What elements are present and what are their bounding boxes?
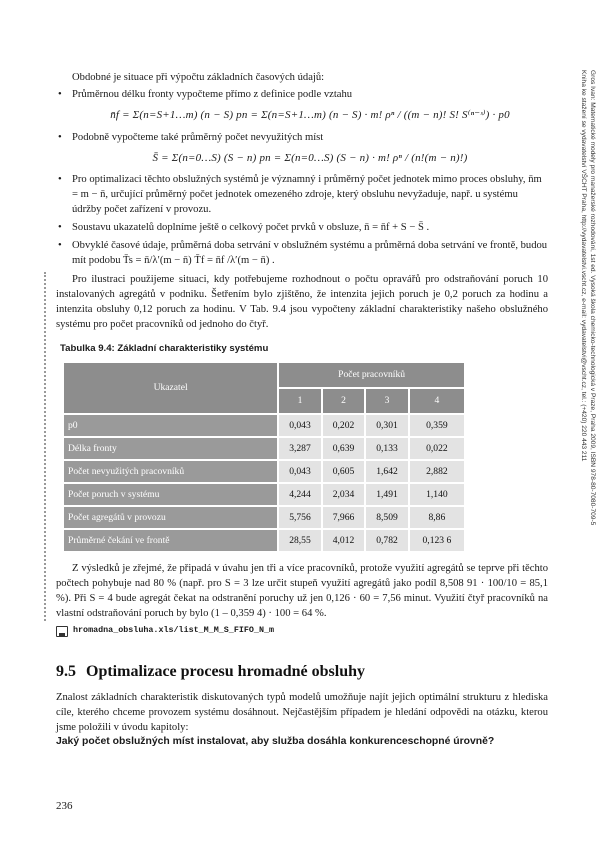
column-header: 3 <box>366 389 408 413</box>
bullet-idle-places <box>56 130 548 167</box>
cell-value: 0,043 <box>279 415 321 436</box>
bullet-queue-length <box>56 87 548 124</box>
bullet-total-elements-text: Soustavu ukazatelů doplníme ještě o celkový počet prvků v obsluze, n̄ = n̄f + S − S̄ . <box>72 222 430 234</box>
bullet-total-elements <box>56 220 548 235</box>
row-label: Počet agregátů v provozu <box>64 507 277 528</box>
cell-value: 4,244 <box>279 484 321 505</box>
bullet-time-values <box>56 238 548 268</box>
table-row <box>64 530 464 551</box>
results-paragraph: Z výsledků je zřejmé, že připadá v úvahu jen tři a více pracovníků, protože využití agregátů se teprve při těchto počtech pohybuje nad 80 % (např. pro S = 3 lze určit stupeň využití agregátů jako podíl 8,508 91 · 100/10 = 85,1 %). Při S = 4 bude agregát čekat na odstranění poruchy už jen 0,126 · 60 = 7,56 minut. Využití čtyř pracovníků na vlastní odstraňování poruch by bylo (1 – 0,359 4) · 100 = 64 %. <box>56 563 548 620</box>
cell-value: 0,123 6 <box>410 530 464 551</box>
cell-value: 28,55 <box>279 530 321 551</box>
cell-value: 0,022 <box>410 438 464 459</box>
main-content <box>56 70 548 750</box>
disk-icon <box>56 626 68 637</box>
bullet-idle-places-text: Podobně vypočteme také průměrný počet nevyužitých míst <box>72 131 324 143</box>
cell-value: 0,605 <box>323 461 365 482</box>
cell-value: 0,782 <box>366 530 408 551</box>
indicator-header: Ukazatel <box>64 363 277 413</box>
copyright-sidenote <box>556 70 596 630</box>
section-question: Jaký počet obslužných míst instalovat, aby služba dosáhla konkurenceschopné úrovně? <box>56 736 495 748</box>
example-block <box>44 272 548 622</box>
column-header: 4 <box>410 389 464 413</box>
row-label: Počet nevyužitých pracovníků <box>64 461 277 482</box>
section-number: 9.5 <box>56 663 76 681</box>
sidenote-line-2: Kniha ke stažení se vydavatelství VŠCHT Praha, http://vydavatelstvi.vscht.cz, e-mail: vydavatelstvi@vscht.cz, tel.: (+420) 220 443 211 <box>580 70 588 462</box>
example-paragraph: Pro ilustraci použijeme situaci, kdy potřebujeme rozhodnout o počtu opravářů pro odstraňování poruch 10 instalovaných agregátů v podniku. Šetřením bylo zjištěno, že intenzita jejich poruch je 0,2 poruch za hodinu a intenzita obsluhy 0,12 poruch za hodinu. V Tab. 9.4 jsou vypočteny základní charakteristiky našeho obslužného systému pro počet pracovníků od jednoho do čtyř. <box>56 273 548 330</box>
cell-value: 7,966 <box>323 507 365 528</box>
cell-value: 1,140 <box>410 484 464 505</box>
sidenote-line-1: Gros Ivan: Matematické modely pro manažerské rozhodování, 1st ed. Vysoká škola chemicko-technologická v Praze, Praha 2009, ISBN 978-80-7080-709-5 <box>589 70 596 526</box>
row-label: Počet poruch v systému <box>64 484 277 505</box>
cell-value: 8,509 <box>366 507 408 528</box>
file-reference[interactable] <box>56 625 548 637</box>
cell-value: 2,882 <box>410 461 464 482</box>
bullet-units-outside <box>56 172 548 217</box>
cell-value: 0,202 <box>323 415 365 436</box>
cell-value: 0,133 <box>366 438 408 459</box>
cell-value: 1,491 <box>366 484 408 505</box>
row-label: p0 <box>64 415 277 436</box>
cell-value: 8,86 <box>410 507 464 528</box>
column-header: 2 <box>323 389 365 413</box>
cell-value: 0,301 <box>366 415 408 436</box>
bullet-time-values-text: Obvyklé časové údaje, průměrná doba setrvání v obslužném systému a průměrná doba setrvání ve frontě, budou mít podobu T̄s = n̄/λ′(m − n̄) T̄f = n̄f /λ′(m − n̄) . <box>72 240 548 267</box>
formula-queue-length: n̄f = Σ(n=S+1…m) (n − S) pn = Σ(n=S+1…m) (n − S) · m! ρⁿ / ((m − n)! S! S⁽ⁿ⁻ˢ⁾) · p0 <box>110 109 510 122</box>
bullet-list <box>56 87 548 268</box>
cell-value: 0,359 <box>410 415 464 436</box>
row-label: Průměrné čekání ve frontě <box>64 530 277 551</box>
section-title: Optimalizace procesu hromadné obsluhy <box>86 663 365 681</box>
section-heading <box>56 661 548 684</box>
cell-value: 0,043 <box>279 461 321 482</box>
intro-text: Obdobné je situace při výpočtu základních časových údajů: <box>72 72 325 83</box>
cell-value: 0,639 <box>323 438 365 459</box>
section-body: Znalost základních charakteristik diskutovaných typů modelů umožňuje najít jejich optimální strukturu z hlediska cíle, kterého chceme provozem systému dosáhnout. Nejčastějším případem je hledání odpovědi na otázku, kterou jsme položili v úvodu kapitoly: <box>56 692 548 734</box>
bullet-queue-length-text: Průměrnou délku fronty vypočteme přímo z definice podle vztahu <box>72 89 353 101</box>
cell-value: 2,034 <box>323 484 365 505</box>
table-row <box>64 507 464 528</box>
cell-value: 5,756 <box>279 507 321 528</box>
page-number: 236 <box>56 800 73 812</box>
table-row <box>64 438 464 459</box>
formula-idle-places: S̄ = Σ(n=0…S) (S − n) pn = Σ(n=0…S) (S − n) · m! ρⁿ / (n!(m − n)!) <box>152 151 468 164</box>
cell-value: 3,287 <box>279 438 321 459</box>
file-reference-text: hromadna_obsluha.xls/list_M_M_S_FIFO_N_m <box>73 625 275 636</box>
table-title: Tabulka 9.4: Základní charakteristiky systému <box>60 342 269 354</box>
workers-group-header: Počet pracovníků <box>279 363 464 387</box>
table-row <box>64 461 464 482</box>
table-header-row <box>64 363 464 387</box>
table-row <box>64 484 464 505</box>
cell-value: 4,012 <box>323 530 365 551</box>
characteristics-table <box>62 361 466 553</box>
bullet-units-outside-text: Pro optimalizaci těchto obslužných systémů je významný i průměrný počet jednotek mimo proces obsluhy, n̄m = m − n̄, určující průměrný počet jednotek omezeného zdroje, který obsluhu nevyžaduje, např. u systému údržby počet zařízení v provozu. <box>72 174 542 216</box>
column-header: 1 <box>279 389 321 413</box>
cell-value: 1,642 <box>366 461 408 482</box>
table-row <box>64 415 464 436</box>
row-label: Délka fronty <box>64 438 277 459</box>
